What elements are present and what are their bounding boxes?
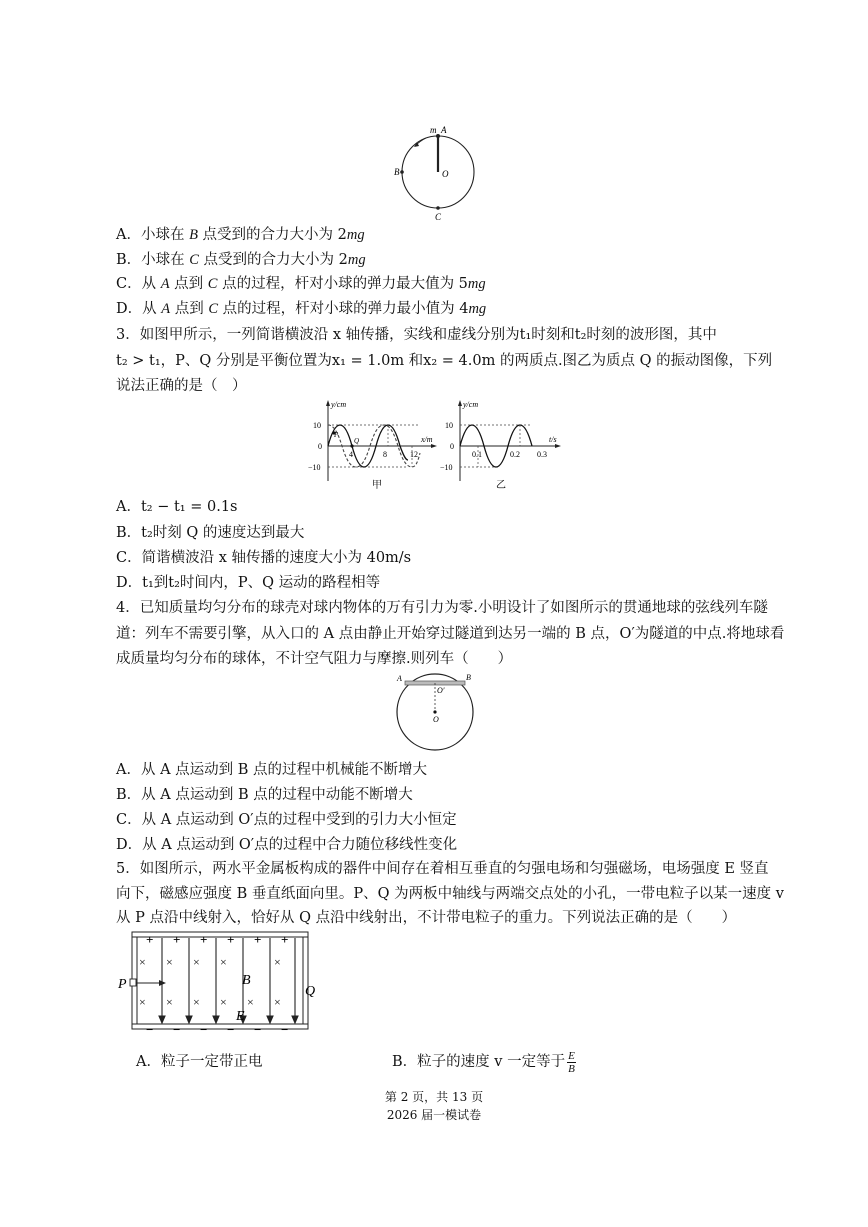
tick-y-10: 10 (313, 421, 321, 430)
q5-stem-line2: 向下，磁感应强度 B 垂直纸面向里。P、Q 为两板中轴线与两端交点处的小孔，一带电粒子以某一速度 v (116, 886, 784, 902)
tick-y-neg10: −10 (308, 463, 321, 472)
q4-earth-tunnel-figure (388, 668, 486, 754)
option-letter: B． (116, 252, 142, 268)
label-m: m (430, 125, 437, 135)
minus-sign: − (200, 1022, 208, 1037)
b-field-cross: × (193, 995, 200, 1009)
q5-option-a: A．粒子一定带正电 (136, 1054, 263, 1070)
q4-option-d: D．从 A 点运动到 O′点的过程中合力随位移线性变化 (116, 837, 458, 853)
q3-option-c: C．简谐横波沿 x 轴传播的速度大小为 40m/s (116, 550, 412, 566)
label-O: O (442, 169, 449, 179)
tick-x-12: 12 (410, 450, 418, 459)
x-label: t/s (549, 435, 557, 444)
q3-vibration-figure-yi (440, 397, 562, 491)
var: A (161, 301, 171, 317)
tick-x-0.1: 0.1 (472, 450, 482, 459)
option-text: 点到 (169, 276, 208, 292)
tick-y-neg10: −10 (440, 463, 453, 472)
b-field-cross: × (166, 955, 173, 969)
plus-sign: + (227, 932, 235, 947)
var: C (208, 301, 218, 317)
plus-sign: + (173, 932, 181, 947)
var: mg (346, 227, 365, 243)
tick-y-0: 0 (450, 442, 454, 451)
y-arrow (458, 400, 462, 406)
var: mg (347, 252, 366, 268)
tick-x-0.2: 0.2 (510, 450, 520, 459)
option-letter: C． (116, 276, 142, 292)
minus-sign: − (146, 1022, 154, 1037)
caption-yi: 乙 (496, 480, 506, 491)
q3-option-a: A．t₂ − t₁ = 0.1s (116, 499, 238, 515)
q5-velocity-selector-figure (114, 928, 324, 1040)
var: C (189, 252, 199, 268)
q3-wave-figure-jia (308, 397, 438, 491)
page-number: 第 2 页，共 13 页 (384, 1090, 484, 1104)
label-Q: Q (354, 437, 360, 445)
x-arrow (555, 444, 561, 448)
point-C (436, 206, 440, 210)
plus-sign: + (146, 932, 154, 947)
tick-x-8: 8 (383, 450, 387, 459)
tick-y-0: 0 (318, 442, 322, 451)
q2-option-c (116, 274, 486, 294)
option-text: B．粒子的速度 v 一定等于 (392, 1054, 566, 1070)
label-P: P (118, 977, 127, 992)
q4-stem-line3: 成质量均匀分布的球体，不计空气阻力与摩擦.则列车（ ） (116, 651, 513, 667)
q4-option-c: C．从 A 点运动到 O′点的过程中受到的引力大小恒定 (116, 812, 457, 828)
minus-sign: − (173, 1022, 181, 1037)
q3-stem-line1: 3．如图甲所示，一列简谐横波沿 x 轴传播，实线和虚线分别为t₁时刻和t₂时刻的波形图，其中 (116, 327, 717, 343)
y-arrow (326, 400, 330, 406)
b-field-cross: × (274, 995, 281, 1009)
y-label: y/cm (331, 400, 347, 409)
option-letter: A． (116, 227, 141, 243)
b-field-cross: × (139, 995, 146, 1009)
ball-A (436, 134, 440, 138)
var: B (189, 227, 198, 243)
b-field-cross: × (274, 955, 281, 969)
label-B: B (466, 673, 471, 682)
option-text: 小球在 (141, 252, 190, 268)
option-text: 点的过程，杆对小球的弹力最大值为 5 (217, 276, 468, 292)
x-label: x/m (421, 435, 433, 444)
denominator: B (568, 1062, 575, 1075)
label-P: P (334, 431, 339, 439)
tick-y-10: 10 (445, 421, 453, 430)
b-field-cross: × (220, 955, 227, 969)
plus-sign: + (200, 932, 208, 947)
label-O: O (433, 715, 439, 724)
point-B (400, 170, 404, 174)
q4-stem-line1: 4．已知质量均匀分布的球壳对球内物体的万有引力为零.小明设计了如图所示的贯通地球的弦线列车隧 (116, 600, 768, 616)
tick-x-0.3: 0.3 (537, 450, 547, 459)
b-field-cross: × (193, 955, 200, 969)
option-text: 点到 (170, 301, 209, 317)
tick-x-4: 4 (349, 450, 353, 459)
option-text: 点受到的合力大小为 2 (198, 252, 348, 268)
q3-stem-line2: t₂ > t₁，P、Q 分别是平衡位置为x₁ = 1.0m 和x₂ = 4.0m 的两质点.图乙为质点 Q 的振动图像，下列 (116, 353, 773, 369)
plus-sign: + (254, 932, 262, 947)
label-A: A (397, 674, 402, 683)
q2-option-b (116, 250, 366, 270)
plus-sign: + (281, 932, 289, 947)
var: C (207, 276, 218, 292)
fraction-E-over-B (567, 1050, 576, 1075)
option-text: 小球在 (140, 227, 190, 243)
label-Q: Q (305, 984, 316, 999)
point-O (433, 710, 436, 713)
plus-signs (146, 932, 288, 947)
exam-title: 2026 届一模试卷 (386, 1108, 482, 1122)
label-B: B (394, 167, 400, 177)
var: mg (467, 276, 486, 292)
label-Oprime: O′ (437, 686, 445, 695)
q3-stem-line3: 说法正确的是（ ） (116, 378, 247, 394)
numerator: E (568, 1049, 575, 1062)
var: A (160, 276, 170, 292)
b-field-cross: × (166, 995, 173, 1009)
x-arrow (431, 444, 437, 448)
q3-option-b: B．t₂时刻 Q 的速度达到最大 (116, 525, 305, 541)
label-E: E (236, 1009, 245, 1024)
label-B: B (242, 973, 251, 988)
minus-sign: − (227, 1022, 235, 1037)
q4-option-a: A．从 A 点运动到 B 点的过程中机械能不断增大 (116, 762, 428, 778)
minus-sign: − (281, 1022, 289, 1037)
q3-option-d: D．t₁到t₂时间内，P、Q 运动的路程相等 (116, 575, 381, 591)
b-field-cross: × (247, 995, 254, 1009)
caption-jia: 甲 (372, 480, 382, 491)
b-field-cross: × (139, 955, 146, 969)
q5-stem-line3: 从 P 点沿中线射入，恰好从 Q 点沿中线射出，不计带电粒子的重力。下列说法正确的是（ ） (116, 910, 737, 926)
option-text: 点的过程，杆对小球的弹力最小值为 4 (218, 301, 469, 317)
q2-option-a (116, 225, 365, 245)
label-A: A (441, 125, 447, 135)
q5-stem-line1: 5．如图所示，两水平金属板构成的器件中间存在着相互垂直的匀强电场和匀强磁场，电场强度 E 竖直 (116, 861, 769, 877)
label-C: C (435, 212, 442, 222)
var: mg (468, 301, 487, 317)
field-lines (159, 938, 298, 1023)
q4-stem-line2: 道：列车不需要引擎，从入口的 A 点由静止开始穿过隧道到达另一端的 B 点，O′为隧道的中点.将地球看 (116, 626, 785, 642)
hole-P (130, 979, 136, 986)
b-field-cross: × (220, 995, 227, 1009)
option-text: 从 (142, 301, 162, 317)
y-label: y/cm (463, 400, 479, 409)
q4-option-b: B．从 A 点运动到 B 点的过程中动能不断增大 (116, 787, 413, 803)
minus-sign: − (254, 1022, 262, 1037)
q2-option-d (116, 299, 486, 319)
option-letter: D． (116, 301, 143, 317)
option-text: 点受到的合力大小为 2 (197, 227, 347, 243)
option-text: 从 (141, 276, 161, 292)
q5-option-b (392, 1046, 576, 1078)
q2-circle-figure (393, 122, 483, 224)
